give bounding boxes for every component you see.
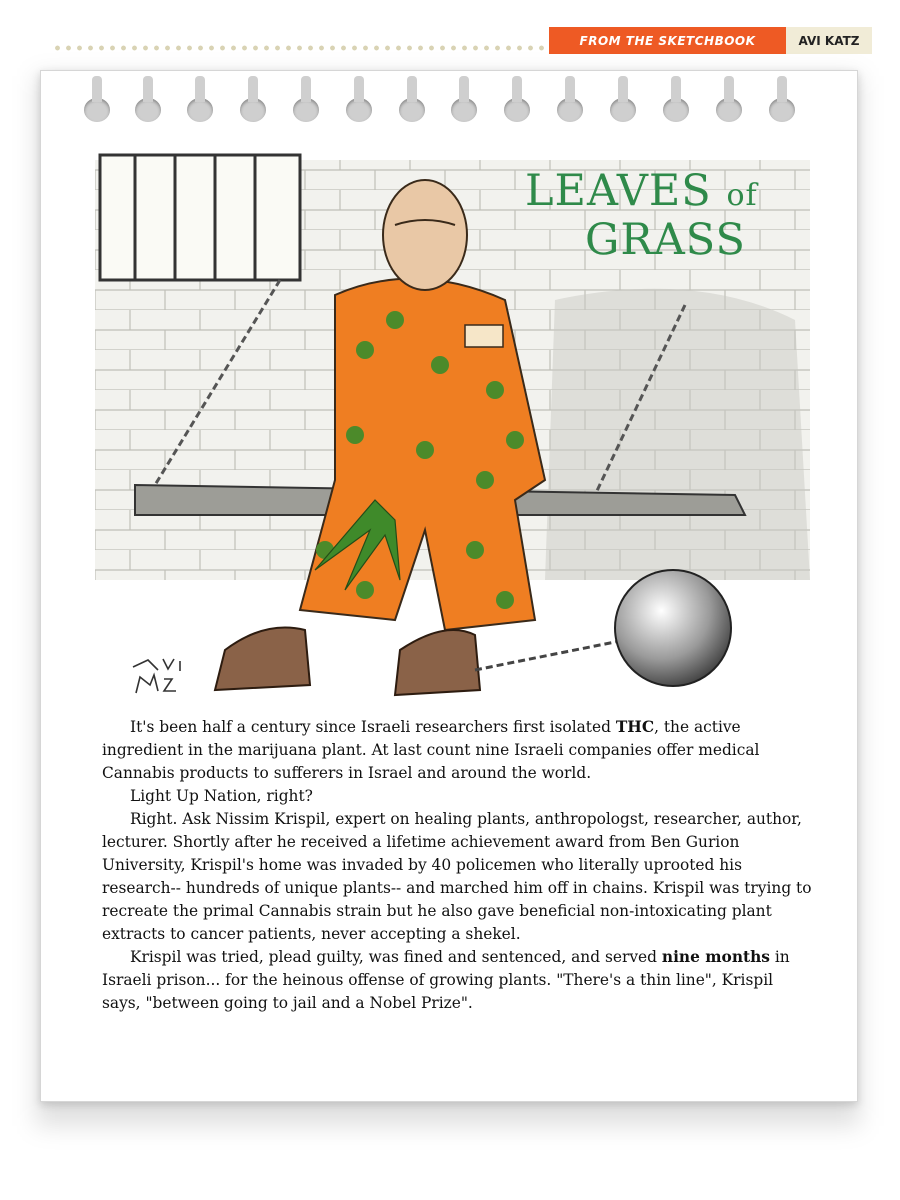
binder-hole xyxy=(346,98,372,122)
shadow-wash xyxy=(545,289,810,580)
binder-hole xyxy=(663,98,689,122)
binder-hole xyxy=(187,98,213,122)
article-body xyxy=(102,716,814,1015)
header-dotted-rule xyxy=(52,44,552,52)
title-word-leaves: LEAVES xyxy=(525,166,712,216)
binder-hole xyxy=(610,98,636,122)
binder-hole xyxy=(84,98,110,122)
thc-term: THC xyxy=(615,718,655,736)
title-word-of: of xyxy=(726,178,758,213)
ankle-chain xyxy=(475,640,625,670)
article-paragraph-3: Right. Ask Nissim Krispil, expert on healing plants, anthropologst, researcher, author, lecturer. Shortly after he received a lifetime achievement award from Ben Gurion University, Krispil's home was invaded by 40 policemen who literally uprooted his research-- hundreds of unique plants-- and marched him off in chains. Krispil was trying to recreate the primal Cannabis strain but he also gave beneficial non-intoxicating plant extracts to cancer patients, never accepting a shekel. xyxy=(102,810,812,943)
article-paragraph-2: Light Up Nation, right? xyxy=(130,787,313,805)
article-paragraph-1 xyxy=(102,716,814,785)
ball-and-chain xyxy=(615,570,731,686)
binder-hole xyxy=(716,98,742,122)
p4-text-b: in Israeli prison... for the heinous offense of growing plants. "There's a thin line", Krispil says, "between going to jail and a Nobel Prize". xyxy=(102,948,790,1012)
author-name: AVI KATZ xyxy=(786,27,872,54)
p4-text-a: Krispil was tried, plead guilty, was fined and sentenced, and served xyxy=(130,948,662,966)
binder-hole xyxy=(504,98,530,122)
p1-text-a: It's been half a century since Israeli researchers first isolated xyxy=(130,718,616,736)
article-paragraph-4 xyxy=(102,946,814,1015)
prisoner-boots xyxy=(215,628,480,696)
binder-hole xyxy=(135,98,161,122)
binder-hole xyxy=(451,98,477,122)
spiral-holes xyxy=(0,98,900,128)
cell-window xyxy=(100,155,300,280)
section-label: FROM THE SKETCHBOOK xyxy=(549,27,786,54)
artist-signature-icon xyxy=(128,655,208,697)
title-word-grass: GRASS xyxy=(585,215,746,265)
cartoon-title xyxy=(525,166,785,265)
binder-hole xyxy=(240,98,266,122)
p1-text-b: , the active ingredient in the marijuana plant. At last count nine Israeli companies offer medical Cannabis products to sufferers in Israel and around the world. xyxy=(102,718,760,782)
binder-hole xyxy=(769,98,795,122)
sentence-length: nine months xyxy=(661,948,770,966)
binder-hole xyxy=(399,98,425,122)
binder-hole xyxy=(293,98,319,122)
binder-hole xyxy=(557,98,583,122)
